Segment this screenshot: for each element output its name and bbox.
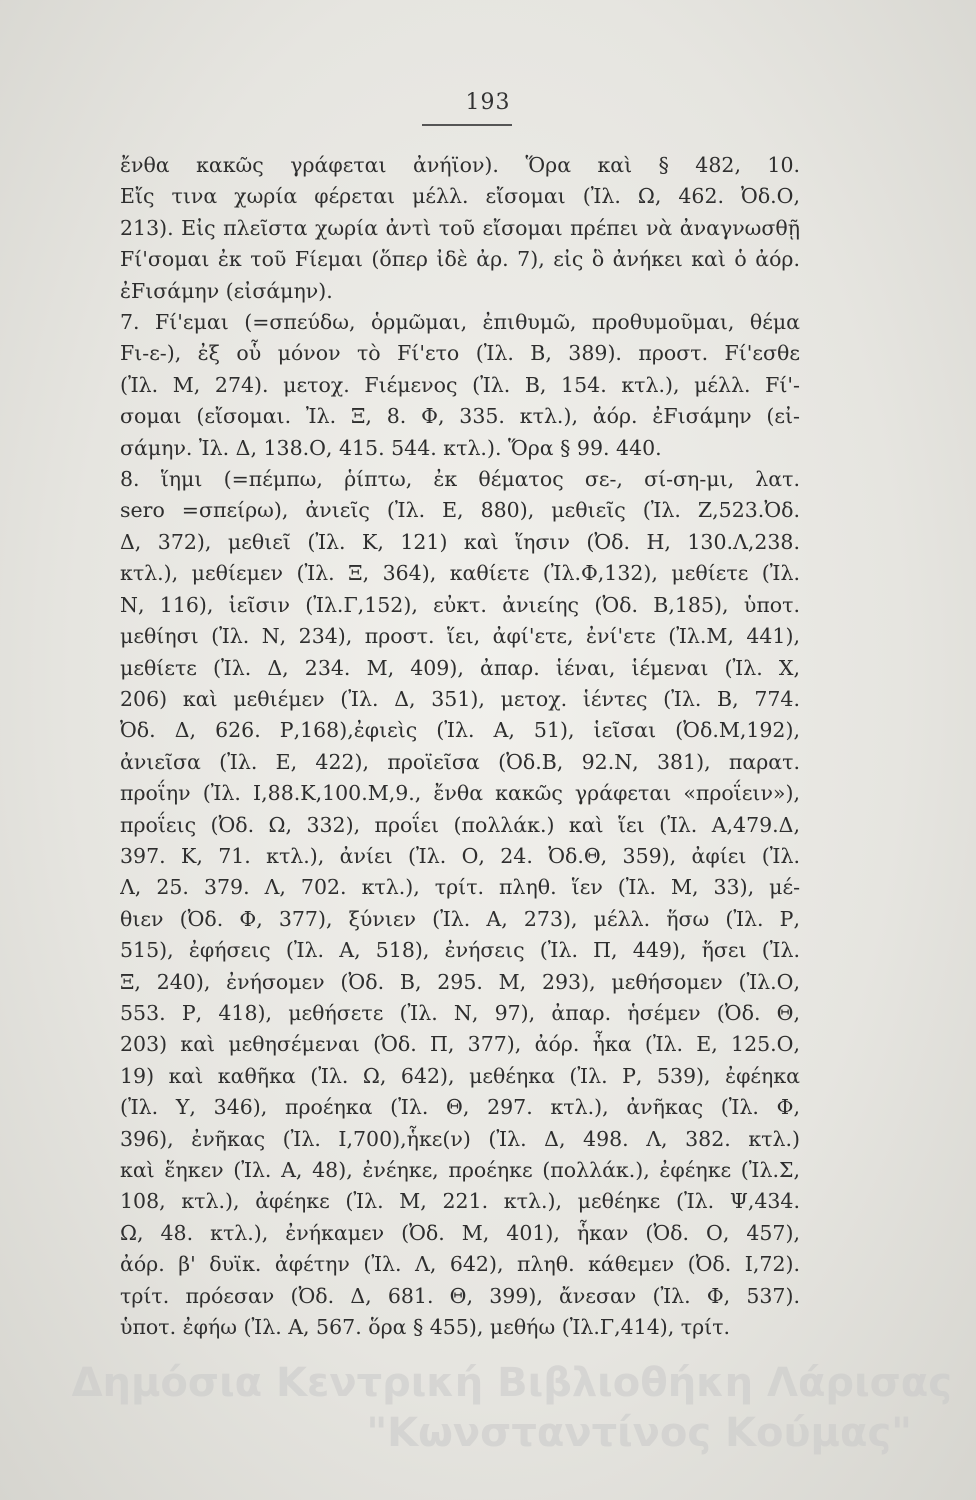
text-line: 553. Ρ, 418), μεθήσετε (Ἰλ. Ν, 97), ἀπαρ. ἡσέμεν (Ὀδ. Θ, [120,1000,800,1025]
text-line: 8. ἵημι (=πέμπω, ῥίπτω, ἐκ θέματος σε-, σί-ση-μι, λατ. [120,467,800,492]
text-line: Fί'σομαι ἐκ τοῦ Fίεμαι (ὅπερ ἰδὲ ἀρ. 7), εἰς ὃ ἀνήκει καὶ ὁ ἀόρ. [120,247,800,272]
text-line: Λ, 25. 379. Λ, 702. κτλ.), τρίτ. πληθ. ἵεν (Ἰλ. Μ, 33), μέ- [120,875,800,900]
text-line: 397. Κ, 71. κτλ.), ἀνίει (Ἰλ. Ο, 24. Ὀδ.Θ, 359), ἀφίει (Ἰλ. [120,843,800,868]
text-line: 108, κτλ.), ἀφέηκε (Ἰλ. Μ, 221. κτλ.), μεθέηκε (Ἰλ. Ψ,434. [120,1189,800,1214]
text-line: θιεν (Ὀδ. Φ, 377), ξύνιεν (Ἰλ. Α, 273), μέλλ. ἥσω (Ἰλ. Ρ, [120,906,800,931]
text-line: ἐFισάμην (εἰσάμην). [120,278,333,303]
text-line: 19) καὶ καθῆκα (Ἰλ. Ω, 642), μεθέηκα (Ἰλ. Ρ, 539), ἐφέηκα [120,1063,800,1088]
page-number: 193 [465,90,511,115]
text-line: ἔνθα κακῶς γράφεται ἀνήϊον). Ὅρα καὶ § 482, 10. [120,153,800,177]
text-line: Ξ, 240), ἐνήσομεν (Ὀδ. Β, 295. Μ, 293), μεθήσομεν (Ἰλ.Ο, [120,969,800,994]
text-line: 396), ἐνῆκας (Ἰλ. Ι,700),ἧκε(ν) (Ἰλ. Δ, 498. Λ, 382. κτλ.) [120,1126,800,1151]
text-line: Δ, 372), μεθιεῖ (Ἰλ. Κ, 121) καὶ ἵησιν (Ὀδ. Η, 130.Λ,238. [120,529,800,554]
text-line: Fι-ε-), ἐξ οὗ μόνον τὸ Fί'ετο (Ἰλ. Β, 389). προστ. Fί'εσθε [120,341,800,366]
text-line: (Ἰλ. Μ, 274). μετοχ. Fιέμενος (Ἰλ. Β, 154. κτλ.), μέλλ. Fί'- [120,372,800,397]
text-line: ἀόρ. β' δυϊκ. ἀφέτην (Ἰλ. Λ, 642), πληθ. κάθεμεν (Ὀδ. Ι,72). [120,1252,800,1277]
text-line: 515), ἐφήσεις (Ἰλ. Α, 518), ἐνήσεις (Ἰλ. Π, 449), ἥσει (Ἰλ. [120,938,800,963]
text-line: καὶ ἕηκεν (Ἰλ. Α, 48), ἐνέηκε, προέηκε (πολλάκ.), ἐφέηκε (Ἰλ.Σ, [120,1158,800,1182]
text-line: μεθίετε (Ἰλ. Δ, 234. Μ, 409), ἀπαρ. ἱέναι, ἱέμεναι (Ἰλ. Χ, [120,655,800,680]
header-rule [422,124,512,126]
body-text [120,150,800,1343]
text-line: ἀνιεῖσα (Ἰλ. Ε, 422), προϊεῖσα (Ὀδ.Β, 92.Ν, 381), παρατ. [120,749,800,774]
text-line: Ν, 116), ἱεῖσιν (Ἰλ.Γ,152), εὐκτ. ἀνιείης (Ὀδ. Β,185), ὑποτ. [120,592,800,617]
library-watermark-line2: "Κωνσταντίνος Κούμας" [366,1410,912,1456]
text-line: προΐην (Ἰλ. Ι,88.Κ,100.Μ,9., ἔνθα κακῶς γράφεται «προΐειν»), [120,781,800,806]
text-line: Εἴς τινα χωρία φέρεται μέλλ. εἴσομαι (Ἰλ. Ω, 462. Ὀδ.Ο, [120,184,800,209]
text-line: σάμην. Ἰλ. Δ, 138.Ο, 415. 544. κτλ.). Ὅρα § 99. 440. [120,435,662,460]
text-line: (Ἰλ. Υ, 346), προέηκα (Ἰλ. Θ, 297. κτλ.), ἀνῆκας (Ἰλ. Φ, [120,1095,800,1120]
library-watermark-line1: Δημόσια Κεντρική Βιβλιοθήκη Λάρισας [71,1360,952,1406]
text-line: μεθίησι (Ἰλ. Ν, 234), προστ. ἵει, ἀφί'ετε, ἐνί'ετε (Ἰλ.Μ, 441), [120,624,800,649]
text-line: sero =σπείρω), ἀνιεῖς (Ἰλ. Ε, 880), μεθιεῖς (Ἰλ. Ζ,523.Ὀδ. [120,498,800,523]
text-line: 213). Εἰς πλεῖστα χωρία ἀντὶ τοῦ εἴσομαι πρέπει νὰ ἀναγνωσθῇ [120,215,800,240]
text-line: ὑποτ. ἐφήω (Ἰλ. Α, 567. ὅρα § 455), μεθήω (Ἰλ.Γ,414), τρίτ. [120,1315,731,1340]
text-line: τρίτ. πρόεσαν (Ὀδ. Δ, 681. Θ, 399), ἄνεσαν (Ἰλ. Φ, 537). [120,1283,800,1308]
text-line: προΐεις (Ὀδ. Ω, 332), προΐει (πολλάκ.) καὶ ἵει (Ἰλ. Α,479.Δ, [120,812,800,837]
text-line: σομαι (εἴσομαι. Ἰλ. Ξ, 8. Φ, 335. κτλ.), ἀόρ. ἐFισάμην (εἰ- [120,404,800,429]
text-line: 203) καὶ μεθησέμεναι (Ὀδ. Π, 377), ἀόρ. ἧκα (Ἰλ. Ε, 125.Ο, [120,1032,800,1057]
text-line: κτλ.), μεθίεμεν (Ἰλ. Ξ, 364), καθίετε (Ἰλ.Φ,132), μεθίετε (Ἰλ. [120,561,800,586]
text-line: 206) καὶ μεθιέμεν (Ἰλ. Δ, 351), μετοχ. ἱέντες (Ἰλ. Β, 774. [120,686,800,711]
text-line: 7. Fί'εμαι (=σπεύδω, ὁρμῶμαι, ἐπιθυμῶ, προθυμοῦμαι, θέμα [120,310,800,335]
text-line: Ω, 48. κτλ.), ἐνήκαμεν (Ὀδ. Μ, 401), ἧκαν (Ὀδ. Ο, 457), [120,1220,800,1245]
text-line: Ὀδ. Δ, 626. Ρ,168),ἐφιεὶς (Ἰλ. Α, 51), ἱεῖσαι (Ὀδ.Μ,192), [120,718,800,743]
